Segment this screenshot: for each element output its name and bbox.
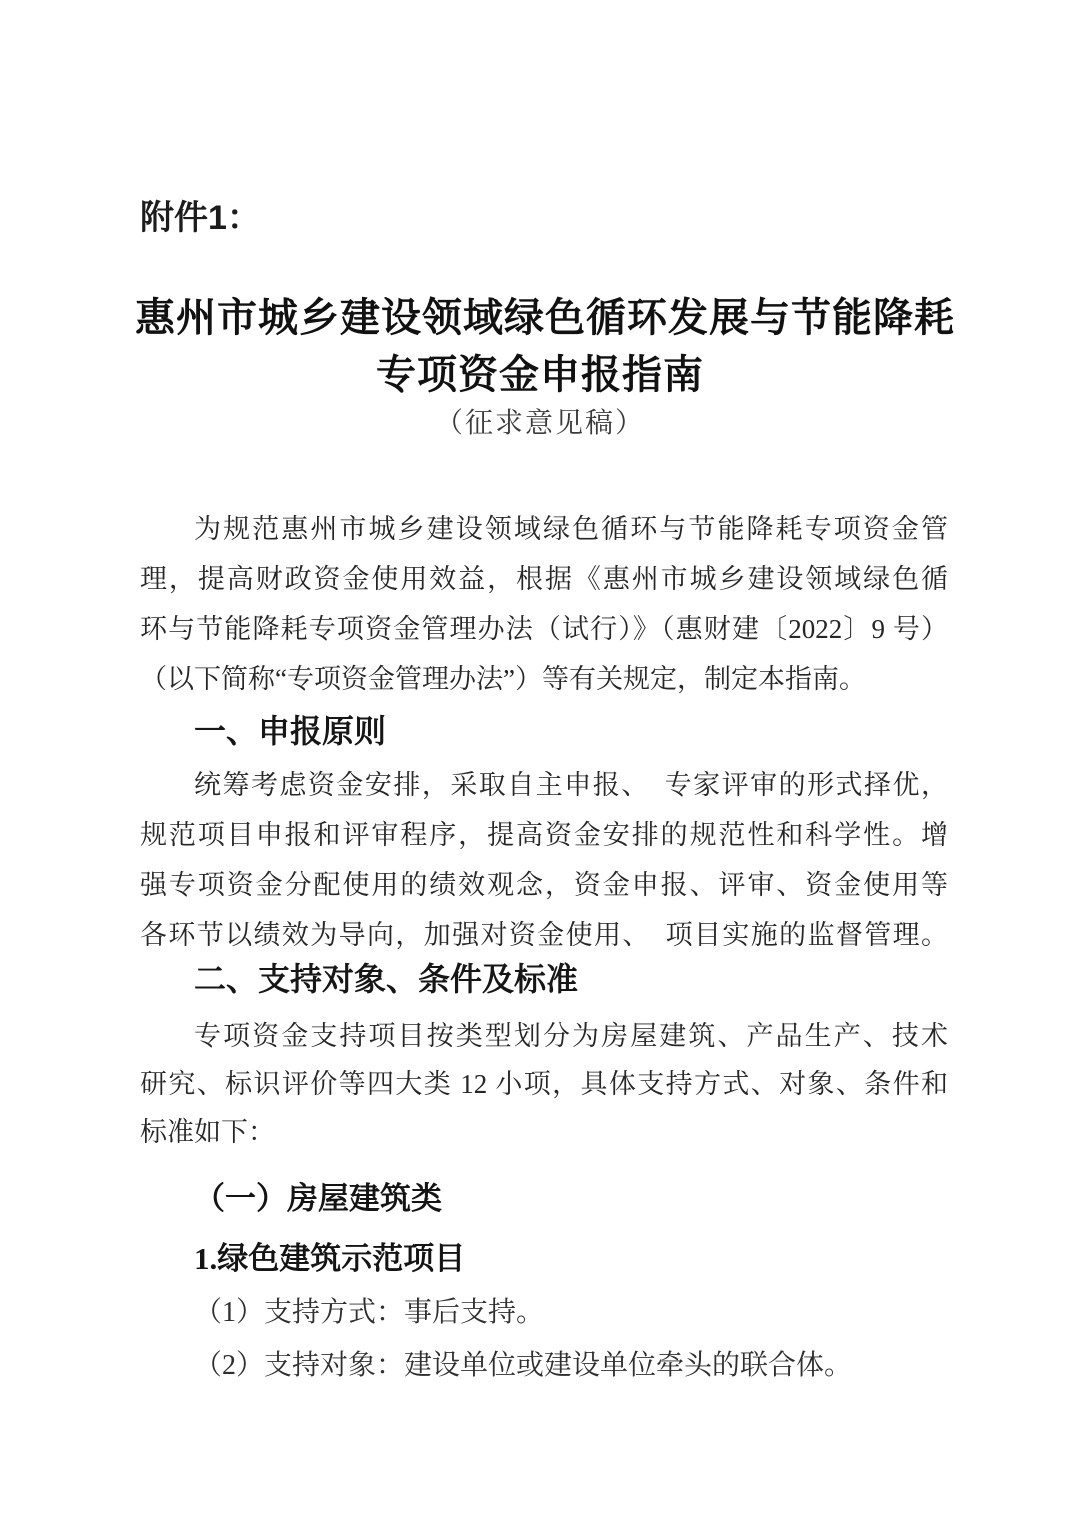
text-line: （以下简称“专项资金管理办法”）等有关规定，制定本指南。 (140, 664, 866, 694)
intro-paragraph (140, 504, 948, 704)
text-line: 为规范惠州市城乡建设领域绿色循环与节能降耗专项资金管 (194, 514, 948, 544)
text-line: 标准如下： (140, 1117, 275, 1147)
text-line: 统筹考虑资金安排，采取自主申报、 专家评审的形式择优， (194, 770, 948, 800)
item-1-heading: 1.绿色建筑示范项目 (194, 1241, 466, 1276)
section-2-paragraph (140, 1012, 948, 1156)
attachment-label: 附件1： (140, 199, 261, 237)
item-1-point-1: （1）支持方式：事后支持。 (194, 1297, 545, 1328)
doc-title-line-2: 专项资金申报指南 (376, 353, 704, 397)
text-line: 强专项资金分配使用的绩效观念，资金申报、评审、资金使用等 (140, 870, 948, 900)
section-2-heading: 二、支持对象、条件及标准 (194, 961, 579, 997)
text-line: 各环节以绩效为导向，加强对资金使用、 项目实施的监督管理。 (140, 920, 948, 950)
section-1-paragraph (140, 760, 948, 960)
text-line: 专项资金支持项目按类型划分为房屋建筑、产品生产、技术 (194, 1021, 948, 1051)
text-line: 理，提高财政资金使用效益，根据《惠州市城乡建设领域绿色循 (140, 564, 948, 594)
subsection-1-heading: （一）房屋建筑类 (194, 1181, 442, 1216)
doc-title-line-1: 惠州市城乡建设领域绿色循环发展与节能降耗 (135, 296, 955, 340)
section-1-heading: 一、申报原则 (194, 713, 387, 749)
doc-title (135, 290, 955, 404)
text-line: 研究、标识评价等四大类 12 小项，具体支持方式、对象、条件和 (140, 1069, 948, 1099)
text-line: 规范项目申报和评审程序，提高资金安排的规范性和科学性。增 (140, 820, 948, 850)
doc-subtitle: （征求意见稿） (434, 408, 645, 439)
text-line: 环与节能降耗专项资金管理办法（试行）》（惠财建〔2022〕9 号） (140, 614, 948, 644)
item-1-point-2: （2）支持对象：建设单位或建设单位牵头的联合体。 (194, 1350, 853, 1381)
